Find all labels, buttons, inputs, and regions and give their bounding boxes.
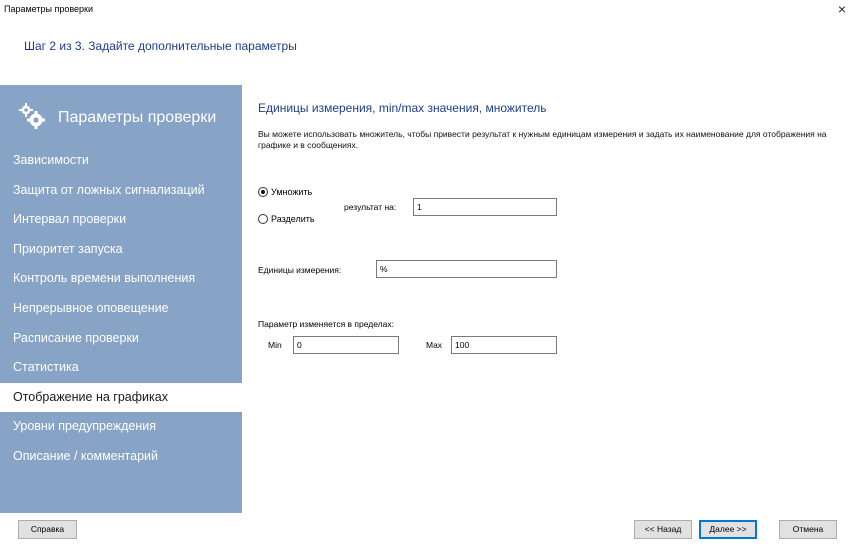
sidebar-item-check-schedule[interactable]: Расписание проверки	[13, 330, 139, 345]
next-button[interactable]: Далее >>	[699, 520, 757, 539]
divide-radio[interactable]	[258, 214, 315, 224]
cancel-button[interactable]: Отмена	[779, 520, 837, 539]
radio-unselected-indicator	[258, 214, 268, 224]
section-description: Вы можете использовать множитель, чтобы привести результат к нужным единицам измерения и задать их наименование для отображения на графике и в сообщениях.	[258, 129, 827, 150]
result-label: результат на:	[344, 202, 397, 212]
range-label: Параметр изменяется в пределах:	[258, 319, 394, 329]
sidebar-item-launch-priority[interactable]: Приоритет запуска	[13, 241, 123, 256]
multiply-radio-label: Умножить	[271, 187, 313, 197]
gears-icon	[18, 102, 46, 130]
factor-input[interactable]	[413, 198, 557, 216]
step-heading: Шаг 2 из 3. Задайте дополнительные параметры	[24, 39, 297, 53]
max-input[interactable]	[451, 336, 557, 354]
sidebar-item-graph-display[interactable]: Отображение на графиках	[0, 383, 242, 413]
close-icon[interactable]: ×	[837, 1, 847, 17]
radio-selected-indicator	[258, 187, 268, 197]
content-panel	[258, 85, 838, 505]
divide-radio-label: Разделить	[271, 214, 315, 224]
sidebar-item-execution-time-control[interactable]: Контроль времени выполнения	[13, 271, 196, 286]
units-label: Единицы измерения:	[258, 265, 342, 275]
sidebar-item-continuous-alert[interactable]: Непрерывное оповещение	[13, 300, 169, 315]
units-input[interactable]	[376, 260, 557, 278]
help-button[interactable]: Справка	[18, 520, 77, 539]
sidebar-header-label: Параметры проверки	[58, 109, 217, 126]
sidebar	[0, 85, 242, 513]
title-bar	[0, 0, 858, 22]
sidebar-item-check-interval[interactable]: Интервал проверки	[13, 212, 127, 227]
sidebar-header	[14, 102, 234, 132]
sidebar-item-statistics[interactable]: Статистика	[13, 360, 79, 375]
sidebar-item-dependencies[interactable]: Зависимости	[13, 153, 89, 167]
min-label: Min	[268, 340, 282, 350]
section-title: Единицы измерения, min/max значения, множитель	[258, 101, 547, 115]
window-title: Параметры проверки	[4, 4, 94, 14]
sidebar-item-description[interactable]: Описание / комментарий	[13, 448, 158, 463]
sidebar-item-warning-levels[interactable]: Уровни предупреждения	[13, 419, 157, 434]
sidebar-nav	[0, 146, 242, 472]
sidebar-item-false-alarm-protection[interactable]: Защита от ложных сигнализаций	[13, 182, 205, 197]
min-input[interactable]	[293, 336, 399, 354]
back-button[interactable]: << Назад	[634, 520, 692, 539]
max-label: Max	[426, 340, 443, 350]
multiply-radio[interactable]	[258, 187, 312, 197]
